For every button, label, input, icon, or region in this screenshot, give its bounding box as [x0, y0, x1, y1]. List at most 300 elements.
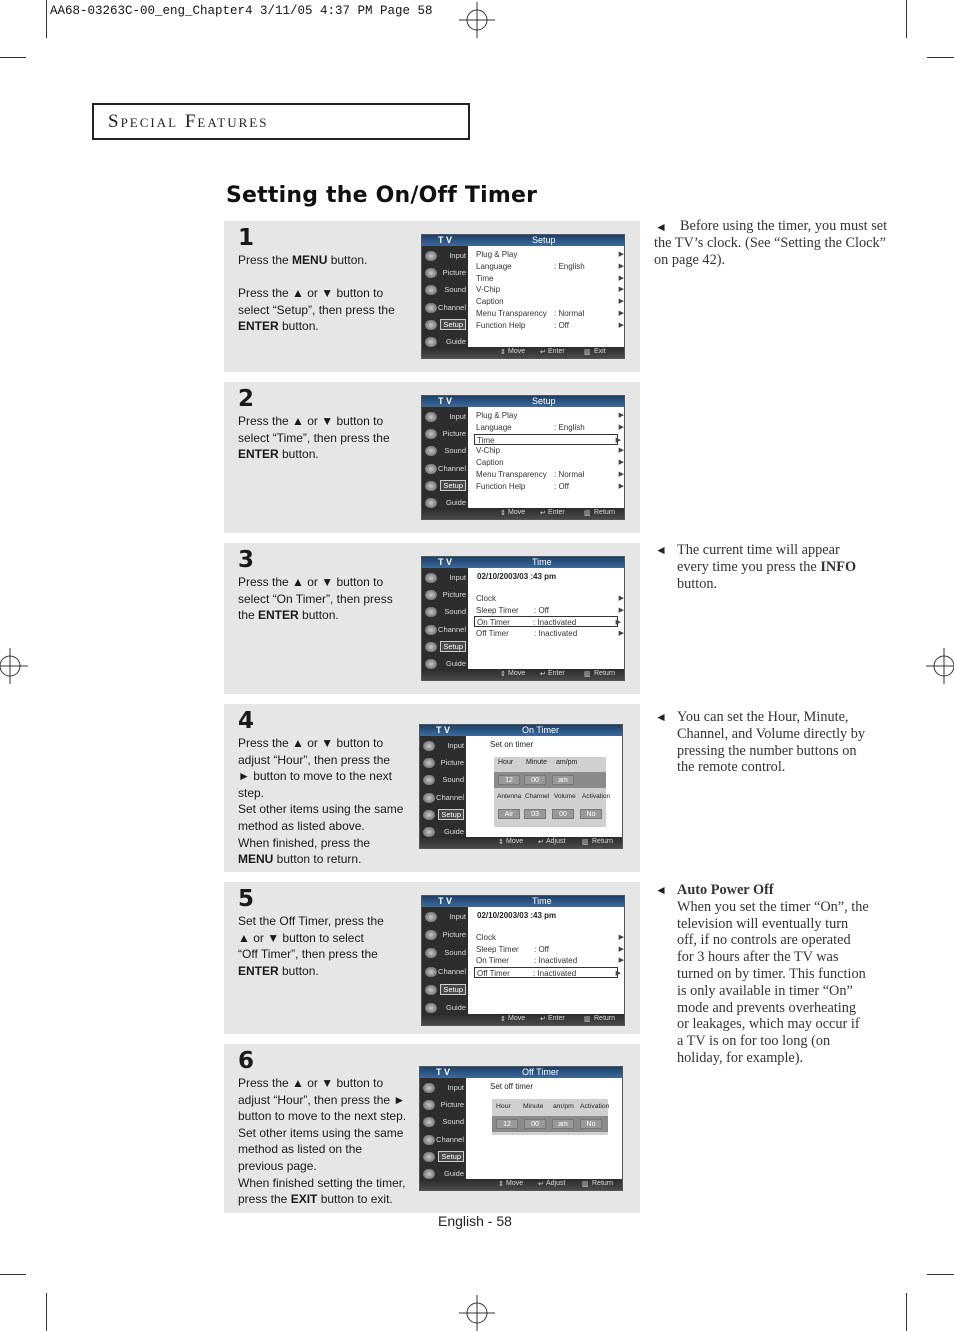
page-title: Setting the On/Off Timer — [226, 183, 538, 208]
arrow-right-icon: ▶ — [618, 298, 624, 306]
osd-row-value: : Off — [534, 944, 549, 954]
osd-row-value: : Off — [554, 481, 569, 491]
osd-sidebar-item-picture[interactable] — [420, 755, 466, 771]
osd-sidebar-label: Setup — [438, 809, 464, 820]
step-number: 6 — [238, 1048, 255, 1074]
note-arrow-icon: ◄ — [655, 543, 667, 557]
side-note-auto-power-off-title: Auto Power Off — [677, 882, 774, 898]
timer-caption: Set on timer — [490, 740, 534, 749]
osd-sidebar-label: Sound — [444, 285, 466, 295]
osd-row-label: Off Timer — [476, 628, 509, 638]
osd-sidebar-label: Guide — [443, 826, 464, 836]
picture-icon — [423, 1100, 435, 1110]
picture-icon — [425, 429, 437, 439]
osd-menu-row[interactable] — [476, 628, 624, 639]
osd-menu-row[interactable] — [476, 593, 624, 604]
osd-row-value: : English — [554, 422, 585, 432]
timer-value-box[interactable]: am — [552, 1119, 574, 1129]
osd-menu-row[interactable] — [476, 422, 624, 433]
osd-row-label: Clock — [476, 594, 497, 603]
timer-value-box[interactable]: No — [580, 1119, 602, 1129]
arrow-right-icon: ▶ — [618, 471, 624, 478]
arrow-right-icon: ▶ — [615, 436, 621, 444]
osd-sidebar-label: Guide — [445, 497, 466, 507]
osd-enter-hint: Enter — [548, 670, 565, 677]
timer-column-head: Volume — [554, 793, 576, 800]
instruction-line: button to move to the next step. — [238, 1109, 407, 1124]
osd-tv-label: T V — [438, 896, 453, 906]
arrow-right-icon: ▶ — [618, 595, 624, 602]
arrow-right-icon: ▶ — [615, 969, 621, 977]
instruction-line: select “Time”, then press the — [238, 430, 390, 445]
osd-sidebar-item-channel[interactable] — [422, 622, 468, 638]
osd-sidebar-item-picture[interactable] — [422, 265, 468, 281]
osd-bottom-bar — [422, 669, 624, 680]
osd-menu-row[interactable] — [476, 320, 624, 331]
timer-column-head: am/pm — [556, 759, 578, 766]
print-header: AA68-03263C-00_eng_Chapter4 3/11/05 4:37 PM Page 58 — [50, 4, 433, 18]
input-icon — [425, 912, 437, 922]
side-note-info-text: The current time will appear every time you press the — [677, 542, 840, 575]
crop-mark — [927, 57, 954, 58]
sound-icon — [425, 607, 437, 617]
osd-sidebar-item-sound[interactable] — [420, 1114, 466, 1130]
arrow-right-icon: ▶ — [618, 459, 624, 467]
osd-row-label: Caption — [476, 458, 504, 468]
instruction-line: previous page. — [238, 1158, 317, 1173]
step-instructions — [238, 913, 410, 979]
osd-sidebar-item-input[interactable] — [422, 248, 468, 264]
crop-mark — [906, 1293, 907, 1331]
osd-row-label: Sleep Timer — [476, 944, 519, 954]
arrow-right-icon: ▶ — [618, 482, 624, 490]
instruction-line: adjust “Hour”, then press the ► — [238, 1092, 406, 1107]
osd-sidebar-item-setup[interactable] — [420, 807, 466, 823]
osd-sidebar-item-picture[interactable] — [422, 587, 468, 603]
instruction-line: select “On Timer”, then press — [238, 591, 393, 606]
osd-bottom-bar — [422, 347, 624, 358]
instruction-line: “Off Timer”, then press the — [238, 947, 378, 962]
instruction-line: press the EXIT button to exit. — [238, 1192, 393, 1207]
instruction-line: ► button to move to the next — [238, 769, 392, 784]
osd-sidebar-item-sound[interactable] — [422, 443, 468, 459]
step-panel — [224, 382, 640, 533]
osd-sidebar-label: Sound — [442, 775, 464, 785]
osd-sidebar-label: Picture — [442, 429, 466, 439]
osd-sidebar-label: Setup — [440, 480, 466, 491]
osd-title-bar — [420, 725, 622, 736]
instruction-line: the ENTER button. — [238, 608, 339, 623]
step-number: 5 — [238, 886, 255, 912]
osd-sidebar-item-sound[interactable] — [420, 772, 466, 788]
arrow-right-icon: ▶ — [618, 934, 624, 941]
adjust-icon: ↵ — [538, 1181, 544, 1188]
arrow-right-icon: ▶ — [618, 423, 624, 431]
osd-sidebar-item-input[interactable] — [422, 909, 468, 925]
note-arrow-icon: ◄ — [655, 220, 667, 234]
side-note-auto-power-off — [677, 882, 869, 1067]
osd-sidebar-label: Guide — [445, 336, 466, 346]
note-arrow-icon: ◄ — [655, 883, 667, 897]
instruction-line: step. — [238, 785, 265, 800]
timer-column-head: Activation — [580, 1103, 610, 1110]
osd-sidebar-item-channel[interactable] — [422, 461, 468, 477]
instruction-line: Set other items using the same — [238, 802, 404, 817]
crop-mark — [46, 0, 47, 38]
step-number: 4 — [238, 708, 255, 734]
osd-sidebar-label: Sound — [444, 607, 466, 617]
timer-value-box[interactable]: 03 — [524, 809, 546, 819]
osd-return-hint: Return — [594, 670, 616, 677]
instruction-line: Press the ▲ or ▼ button to — [238, 575, 384, 589]
osd-sidebar — [422, 246, 468, 347]
instruction-line: MENU button to return. — [238, 852, 362, 867]
side-note-info-key: INFO — [820, 558, 857, 575]
menu-icon: ▥ — [582, 1181, 589, 1188]
osd-enter-hint: Enter — [548, 509, 565, 516]
step-number: 2 — [238, 386, 255, 412]
crop-mark — [906, 0, 907, 38]
osd-sidebar-label: Channel — [438, 624, 466, 634]
osd-sidebar-label: Channel — [436, 1134, 464, 1144]
osd-return-hint: Return — [592, 838, 614, 845]
channel-icon — [425, 464, 437, 474]
osd-menu-row[interactable] — [476, 944, 624, 955]
osd-menu-row[interactable] — [476, 308, 624, 319]
osd-menu-row[interactable] — [476, 261, 624, 272]
osd-move-hint: Move — [506, 838, 524, 845]
osd-sidebar-item-sound[interactable] — [422, 282, 468, 298]
osd-sidebar — [422, 568, 468, 669]
instruction-line — [238, 269, 410, 286]
instruction-line: When finished setting the timer, — [238, 1175, 406, 1190]
osd-sidebar-item-picture[interactable] — [420, 1097, 466, 1113]
registration-mark-icon — [459, 2, 495, 38]
side-note-auto-power-off-text: When you set the timer “On”, the television will eventually turn off, if no controls are operated for 3 hours after the TV was turned on by timer. This function is only available in timer “On” mode and prevents overheating or leakages, which may occur if a TV is on for too long (on holiday, for example). — [677, 898, 869, 1066]
osd-sidebar-label: Picture — [440, 1100, 464, 1110]
move-icon: ⇕ — [500, 1016, 506, 1023]
instruction-line: When finished, press the — [238, 835, 371, 850]
osd-row-value: : Inactivated — [533, 968, 577, 978]
arrow-right-icon: ▶ — [618, 274, 624, 282]
osd-menu-row[interactable] — [476, 410, 624, 421]
osd-adjust-hint: Adjust — [546, 838, 566, 845]
osd-return-hint: Return — [594, 509, 616, 516]
osd-menu-row[interactable] — [474, 967, 621, 978]
menu-icon: ▥ — [584, 510, 591, 517]
osd-sidebar — [420, 1078, 466, 1179]
arrow-right-icon: ▶ — [618, 957, 624, 964]
osd-menu-row[interactable] — [476, 273, 624, 284]
setup-icon — [425, 481, 437, 491]
input-icon — [423, 741, 435, 751]
arrow-right-icon: ▶ — [615, 619, 621, 626]
osd-menu-row[interactable] — [476, 445, 624, 456]
osd-sidebar-item-channel[interactable] — [422, 964, 468, 980]
osd-tv-label: T V — [438, 235, 453, 245]
osd-row-value: : Off — [554, 320, 569, 330]
osd-sidebar-item-channel[interactable] — [420, 1132, 466, 1148]
osd-sidebar-label: Setup — [440, 641, 466, 652]
timer-column-head: am/pm — [553, 1103, 574, 1110]
osd-menu-title: Off Timer — [522, 1067, 559, 1077]
osd-tv-label: T V — [438, 396, 453, 406]
osd-sidebar — [422, 907, 468, 1014]
osd-title-bar — [420, 1067, 622, 1078]
osd-menu-row[interactable] — [476, 955, 624, 966]
sound-icon — [425, 948, 437, 958]
side-note-direct-input: You can set the Hour, Minute, Channel, and Volume directly by pressing the number buttons on the remote control. — [677, 709, 866, 776]
osd-sidebar-label: Guide — [443, 1168, 464, 1178]
registration-mark-icon — [926, 648, 954, 684]
arrow-right-icon: ▶ — [618, 286, 624, 294]
instruction-line: Press the ▲ or ▼ button to — [238, 414, 384, 428]
step-instructions — [238, 252, 410, 335]
osd-move-hint: Move — [506, 1180, 524, 1187]
osd-row-value: : English — [554, 261, 585, 271]
osd-menu-row[interactable] — [476, 249, 624, 260]
enter-icon: ↵ — [540, 349, 546, 356]
instruction-line: Press the ▲ or ▼ button to — [238, 1076, 384, 1090]
arrow-right-icon: ▶ — [618, 606, 624, 614]
osd-menu-title: Time — [532, 896, 552, 906]
enter-icon: ↵ — [540, 671, 546, 678]
step-panel — [224, 882, 640, 1034]
channel-icon — [423, 1135, 435, 1145]
osd-menu-title: On Timer — [522, 725, 560, 735]
adjust-icon: ↵ — [538, 839, 544, 846]
osd-row-value: : Inactivated — [534, 628, 578, 638]
osd-menu-row[interactable] — [474, 616, 621, 627]
osd-menu-row[interactable] — [476, 481, 624, 492]
crop-mark — [927, 1274, 954, 1275]
guide-icon — [425, 1003, 437, 1013]
instruction-line: select “Setup”, then press the — [238, 302, 395, 317]
step-instructions — [238, 574, 410, 624]
osd-title-bar — [422, 896, 624, 907]
osd-menu-row[interactable] — [474, 434, 621, 445]
step-panel — [224, 221, 640, 372]
enter-icon: ↵ — [540, 1016, 546, 1023]
osd-sidebar-item-sound[interactable] — [422, 604, 468, 620]
channel-icon — [425, 625, 437, 635]
timer-value-box[interactable]: 00 — [552, 809, 574, 819]
timer-value-box[interactable]: 12 — [498, 775, 520, 785]
osd-row-value: : Inactivated — [533, 618, 577, 627]
osd-row-label: On Timer — [476, 956, 509, 965]
channel-icon — [425, 967, 437, 977]
osd-row-label: Caption — [476, 297, 504, 307]
osd-menu-title: Setup — [532, 396, 556, 406]
input-icon — [425, 251, 437, 261]
osd-menu-row[interactable] — [476, 469, 624, 480]
instruction-line: method as listed on the — [238, 1142, 363, 1157]
osd-bottom-bar — [420, 837, 622, 848]
osd-sidebar-item-input[interactable] — [420, 1080, 466, 1096]
osd-sidebar-label: Picture — [442, 268, 466, 278]
crop-mark — [0, 57, 26, 58]
osd-row-label: Plug & Play — [476, 250, 518, 259]
picture-icon — [425, 930, 437, 940]
timer-value-box[interactable]: No — [580, 809, 602, 819]
instruction-line: ENTER button. — [238, 319, 319, 334]
guide-icon — [423, 1169, 435, 1179]
osd-row-label: Plug & Play — [476, 411, 518, 420]
osd-sidebar-label: Setup — [438, 1151, 464, 1162]
guide-icon — [425, 659, 437, 669]
osd-menu-title: Time — [532, 557, 552, 567]
step-number: 3 — [238, 547, 255, 573]
instruction-line: Press the MENU button. — [238, 253, 368, 267]
osd-row-value: : Normal — [554, 309, 585, 318]
setup-icon — [425, 320, 437, 330]
osd-exit-hint: Exit — [594, 348, 606, 355]
osd-row-label: Sleep Timer — [476, 605, 519, 615]
channel-icon — [423, 793, 435, 803]
osd-sidebar-item-channel[interactable] — [422, 300, 468, 316]
timer-value-box[interactable]: am — [552, 775, 574, 785]
osd-sidebar-item-setup[interactable] — [422, 478, 468, 494]
osd-sidebar-item-input[interactable] — [422, 570, 468, 586]
osd-sidebar — [420, 736, 466, 837]
tv-osd-screen — [421, 395, 625, 520]
instruction-line: ▲ or ▼ button to select — [238, 930, 364, 945]
osd-sidebar-label: Sound — [444, 948, 466, 958]
timer-column-head: Activation — [582, 793, 611, 800]
setup-icon — [423, 1152, 435, 1162]
crop-mark — [0, 1274, 26, 1275]
osd-sidebar-item-channel[interactable] — [420, 790, 466, 806]
sound-icon — [423, 1117, 435, 1127]
osd-row-value: : Inactivated — [534, 956, 578, 965]
input-icon — [423, 1083, 435, 1093]
instruction-line: adjust “Hour”, then press the — [238, 752, 391, 767]
osd-menu-row[interactable] — [476, 284, 624, 295]
osd-bottom-bar — [420, 1179, 622, 1190]
osd-sidebar-label: Sound — [444, 446, 466, 456]
section-title: Special Features — [108, 111, 269, 132]
setup-icon — [425, 985, 437, 995]
registration-mark-icon — [459, 1295, 495, 1331]
osd-menu-title: Setup — [532, 235, 556, 245]
osd-title-bar — [422, 557, 624, 568]
osd-sidebar-label: Input — [447, 741, 464, 750]
instruction-line: ENTER button. — [238, 963, 319, 978]
step-instructions — [238, 735, 410, 868]
timer-value-box[interactable]: Air — [498, 809, 520, 819]
osd-row-label: Menu Transparency — [476, 470, 547, 479]
timer-value-box[interactable]: 00 — [524, 775, 546, 785]
osd-sidebar-label: Input — [447, 1083, 464, 1092]
osd-row-label: Time — [477, 435, 495, 445]
registration-mark-icon — [0, 648, 28, 684]
timer-value-box[interactable]: 00 — [524, 1119, 546, 1129]
osd-sidebar-item-input[interactable] — [420, 738, 466, 754]
osd-sidebar-label: Picture — [442, 590, 466, 600]
osd-sidebar-label: Picture — [440, 758, 464, 768]
setup-icon — [423, 810, 435, 820]
osd-sidebar-label: Input — [449, 251, 466, 260]
osd-row-label: Function Help — [476, 481, 526, 491]
osd-tv-label: T V — [436, 1067, 451, 1077]
instruction-line: Press the ▲ or ▼ button to — [238, 736, 384, 750]
osd-row-label: On Timer — [477, 618, 510, 627]
osd-row-label: Menu Transparency — [476, 309, 547, 318]
side-note-info — [677, 542, 857, 592]
osd-menu-row[interactable] — [476, 932, 624, 943]
crop-mark — [46, 1293, 47, 1331]
menu-icon: ▥ — [584, 349, 591, 356]
osd-sidebar-item-setup[interactable] — [422, 982, 468, 998]
osd-sidebar-item-setup[interactable] — [422, 639, 468, 655]
timer-caption: Set off timer — [490, 1082, 533, 1091]
osd-title-bar — [422, 396, 624, 407]
sound-icon — [425, 446, 437, 456]
side-note-info-tail: button. — [677, 575, 718, 592]
osd-menu-row[interactable] — [476, 457, 624, 468]
setup-icon — [425, 642, 437, 652]
osd-sidebar-label: Channel — [436, 792, 464, 802]
guide-icon — [425, 337, 437, 347]
osd-row-value: : Off — [534, 605, 549, 615]
timer-value-box[interactable]: 12 — [496, 1119, 518, 1129]
osd-enter-hint: Enter — [548, 348, 565, 355]
osd-sidebar-label: Setup — [440, 319, 466, 330]
osd-sidebar-item-picture[interactable] — [422, 927, 468, 943]
osd-return-hint: Return — [594, 1015, 616, 1022]
instruction-line: Set the Off Timer, press the — [238, 914, 384, 928]
menu-icon: ▥ — [584, 671, 591, 678]
step-instructions — [238, 1075, 410, 1208]
osd-sidebar-label: Picture — [442, 930, 466, 940]
timer-column-head: Minute — [523, 1103, 544, 1110]
osd-sidebar-label: Input — [449, 573, 466, 582]
arrow-right-icon: ▶ — [618, 321, 624, 329]
arrow-right-icon: ▶ — [618, 251, 624, 258]
move-icon: ⇕ — [498, 839, 504, 846]
instruction-line: Set other items using the same — [238, 1125, 404, 1140]
move-icon: ⇕ — [500, 510, 506, 517]
osd-bottom-bar — [422, 1014, 624, 1025]
osd-row-label: V-Chip — [476, 446, 501, 456]
osd-sidebar-label: Input — [449, 412, 466, 421]
instruction-line: method as listed above. — [238, 818, 365, 833]
osd-menu-row[interactable] — [476, 296, 624, 307]
osd-sidebar-item-setup[interactable] — [422, 317, 468, 333]
menu-icon: ▥ — [584, 1016, 591, 1023]
osd-sidebar-item-input[interactable] — [422, 409, 468, 425]
tv-osd-screen — [419, 724, 623, 849]
osd-sidebar-item-sound[interactable] — [422, 945, 468, 961]
osd-current-time: 02/10/2003/03 :43 pm — [477, 572, 557, 581]
osd-sidebar-label: Guide — [445, 1002, 466, 1012]
osd-sidebar-item-setup[interactable] — [420, 1149, 466, 1165]
osd-tv-label: T V — [438, 557, 453, 567]
osd-current-time: 02/10/2003/03 :43 pm — [477, 911, 557, 920]
timer-column-head: Minute — [526, 759, 548, 766]
step-panel — [224, 1044, 640, 1213]
input-icon — [425, 573, 437, 583]
side-note-clock: Before using the timer, you must set the TV’s clock. (See “Setting the Clock” on page 42). — [654, 218, 888, 268]
osd-row-label: Language — [476, 261, 512, 271]
arrow-right-icon: ▶ — [618, 447, 624, 455]
sound-icon — [423, 775, 435, 785]
osd-sidebar-item-picture[interactable] — [422, 426, 468, 442]
osd-menu-row[interactable] — [476, 605, 624, 616]
osd-move-hint: Move — [508, 1015, 526, 1022]
osd-sidebar-label: Channel — [438, 966, 466, 976]
step-instructions — [238, 413, 410, 463]
